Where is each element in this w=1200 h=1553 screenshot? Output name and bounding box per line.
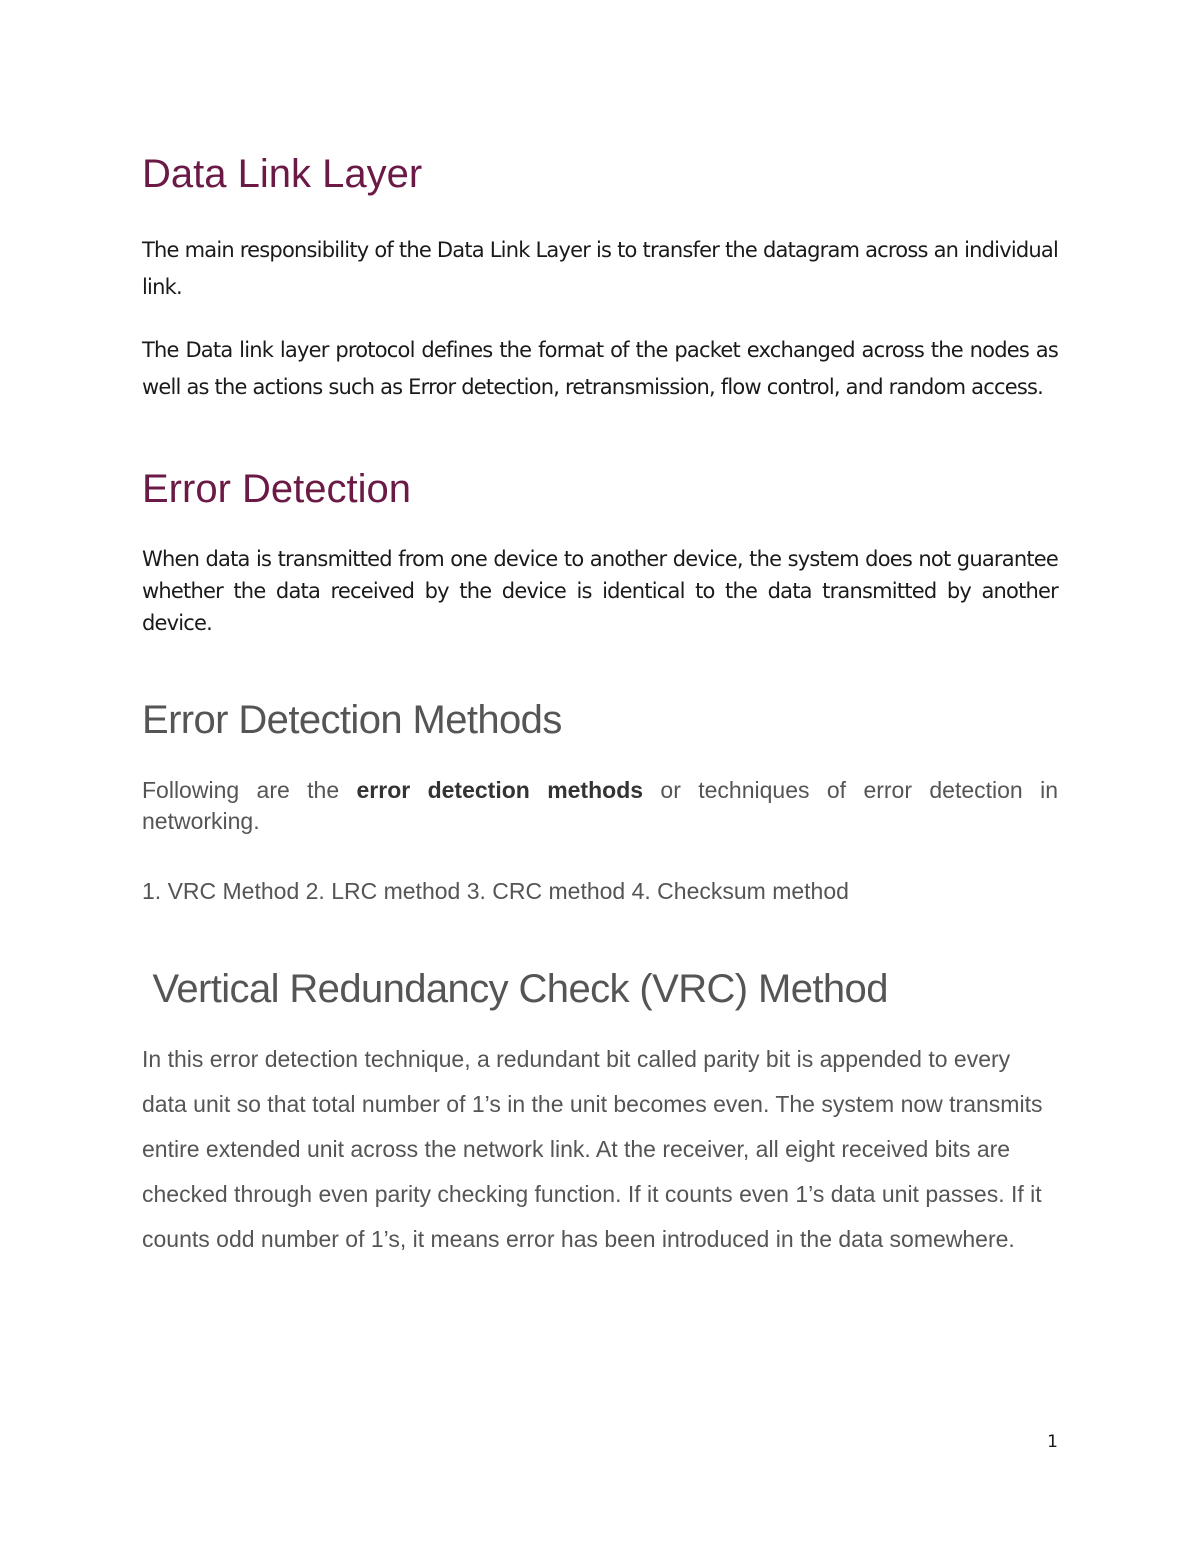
paragraph-vrc-description: In this error detection technique, a redundant bit called parity bit is appended to every data unit so that total number of 1’s in the unit becomes even. The system now transmits entire extended unit across the network link. At the receiver, all eight received bits are checked through even parity checking function. If it counts even 1’s data unit passes. If it counts odd number of 1’s, it means error has been introduced in the data somewhere.	[142, 1046, 1043, 1252]
methods-intro-after: or techniques of error detection in networking.	[142, 777, 1059, 834]
heading-data-link-layer: Data Link Layer	[142, 152, 423, 196]
paragraph-dll-responsibility: The main responsibility of the Data Link Layer is to transfer the datagram across an individual link.	[142, 238, 1058, 299]
heading-error-detection-methods: Error Detection Methods	[142, 698, 562, 742]
page-number: 1	[1047, 1432, 1058, 1452]
paragraph-methods-list: 1. VRC Method 2. LRC method 3. CRC method 4. Checksum method	[142, 878, 849, 904]
heading-vrc-method: Vertical Redundancy Check (VRC) Method	[142, 967, 888, 1011]
methods-intro-before: Following are the	[142, 777, 357, 803]
paragraph-dll-protocol: The Data link layer protocol defines the format of the packet exchanged across the nodes as well as the actions such as Error detection, retransmission, flow control, and random access.	[142, 338, 1058, 399]
heading-error-detection: Error Detection	[142, 467, 411, 511]
paragraph-methods-intro	[142, 775, 1058, 837]
methods-intro-bold: error detection methods	[356, 777, 644, 803]
paragraph-error-detection: When data is transmitted from one device to another device, the system does not guarantee whether the data received by the device is identical to the data transmitted by another device.	[142, 547, 1058, 635]
